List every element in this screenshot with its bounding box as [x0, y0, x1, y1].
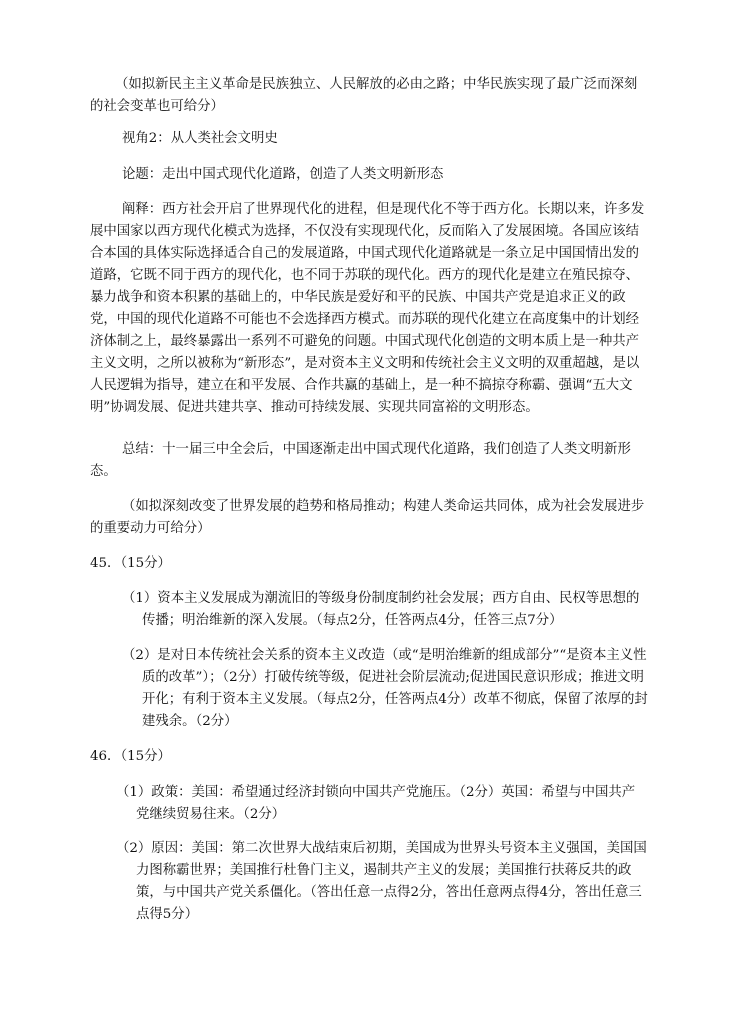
topic-line: 论题：走出中国式现代化道路，创造了人类文明新形态 [122, 167, 444, 182]
answer-46-2: （2）原因：美国：第二次世界大战结束后初期，美国成为世界头号资本主义强国，美国国力图称霸世界；美国推行杜鲁门主义，遏制共产主义的发展；美国推行扶蒋反共的政策，与中国共产党关系僵化。（答出任意一点得2分，答出任意两点得4分，答出任意三点得5分） [116, 841, 647, 922]
note-paragraph-2: （如拟深刻改变了世界发展的趋势和格局推动；构建人类命运共同体，成为社会发展进步的重要动力可给分） [90, 499, 645, 536]
answer-45-1: （1）资本主义发展成为潮流旧的等级身份制度制约社会发展；西方自由、民权等思想的传播；明治维新的深入发展。（每点2分，任答两点4分，任答三点7分） [122, 591, 640, 628]
perspective-heading: 视角2：从人类社会文明史 [122, 131, 278, 146]
summary-paragraph: 总结：十一届三中全会后，中国逐渐走出中国式现代化道路，我们创造了人类文明新形态。 [90, 442, 631, 479]
answer-45-2: （2）是对日本传统社会关系的资本主义改造（或“是明治维新的组成部分”“是资本主义性质的改革”）；（2分）打破传统等级，促进社会阶层流动;促进国民意识形成；推进文明开化；有利于资本主义发展。（每点2分，任答两点4分）改革不彻底，保留了浓厚的封建残余。（2分） [122, 648, 648, 729]
question-46-heading: 46．（15分） [90, 749, 171, 764]
note-paragraph-1: （如拟新民主主义革命是民族独立、人民解放的必由之路；中华民族实现了最广泛而深刻的社会变革也可给分） [90, 77, 638, 114]
answer-46-1: （1）政策：美国：希望通过经济封锁向中国共产党施压。（2分）英国：希望与中国共产党继续贸易往来。（2分） [116, 785, 636, 822]
explanation-paragraph: 阐释：西方社会开启了世界现代化的进程，但是现代化不等于西方化。长期以来，许多发展中国家以西方现代化模式为选择，不仅没有实现现代化，反而陷入了发展困境。各国应该结合本国的具体实际选择适合自己的发展道路，中国式现代化道路就是一条立足中国国情出发的道路，它既不同于西方的现代化，也不同于苏联的现代化。西方的现代化是建立在殖民掠夺、暴力战争和资本积累的基础上的，中华民族是爱好和平的民族、中国共产党是追求正义的政党，中国的现代化道路不可能也不会选择西方模式。而苏联的现代化建立在高度集中的计划经济体制之上，最终暴露出一系列不可避免的问题。中国式现代化创造的文明本质上是一种共产主义文明，之所以被称为“新形态”，是对资本主义文明和传统社会主义文明的双重超越，是以人民逻辑为指导，建立在和平发展、合作共赢的基础上，是一种不搞掠夺称霸、强调“五大文明”协调发展、促进共建共享、推动可持续发展、实现共同富裕的文明形态。 [90, 202, 645, 415]
question-45-heading: 45．（15分） [90, 556, 171, 571]
